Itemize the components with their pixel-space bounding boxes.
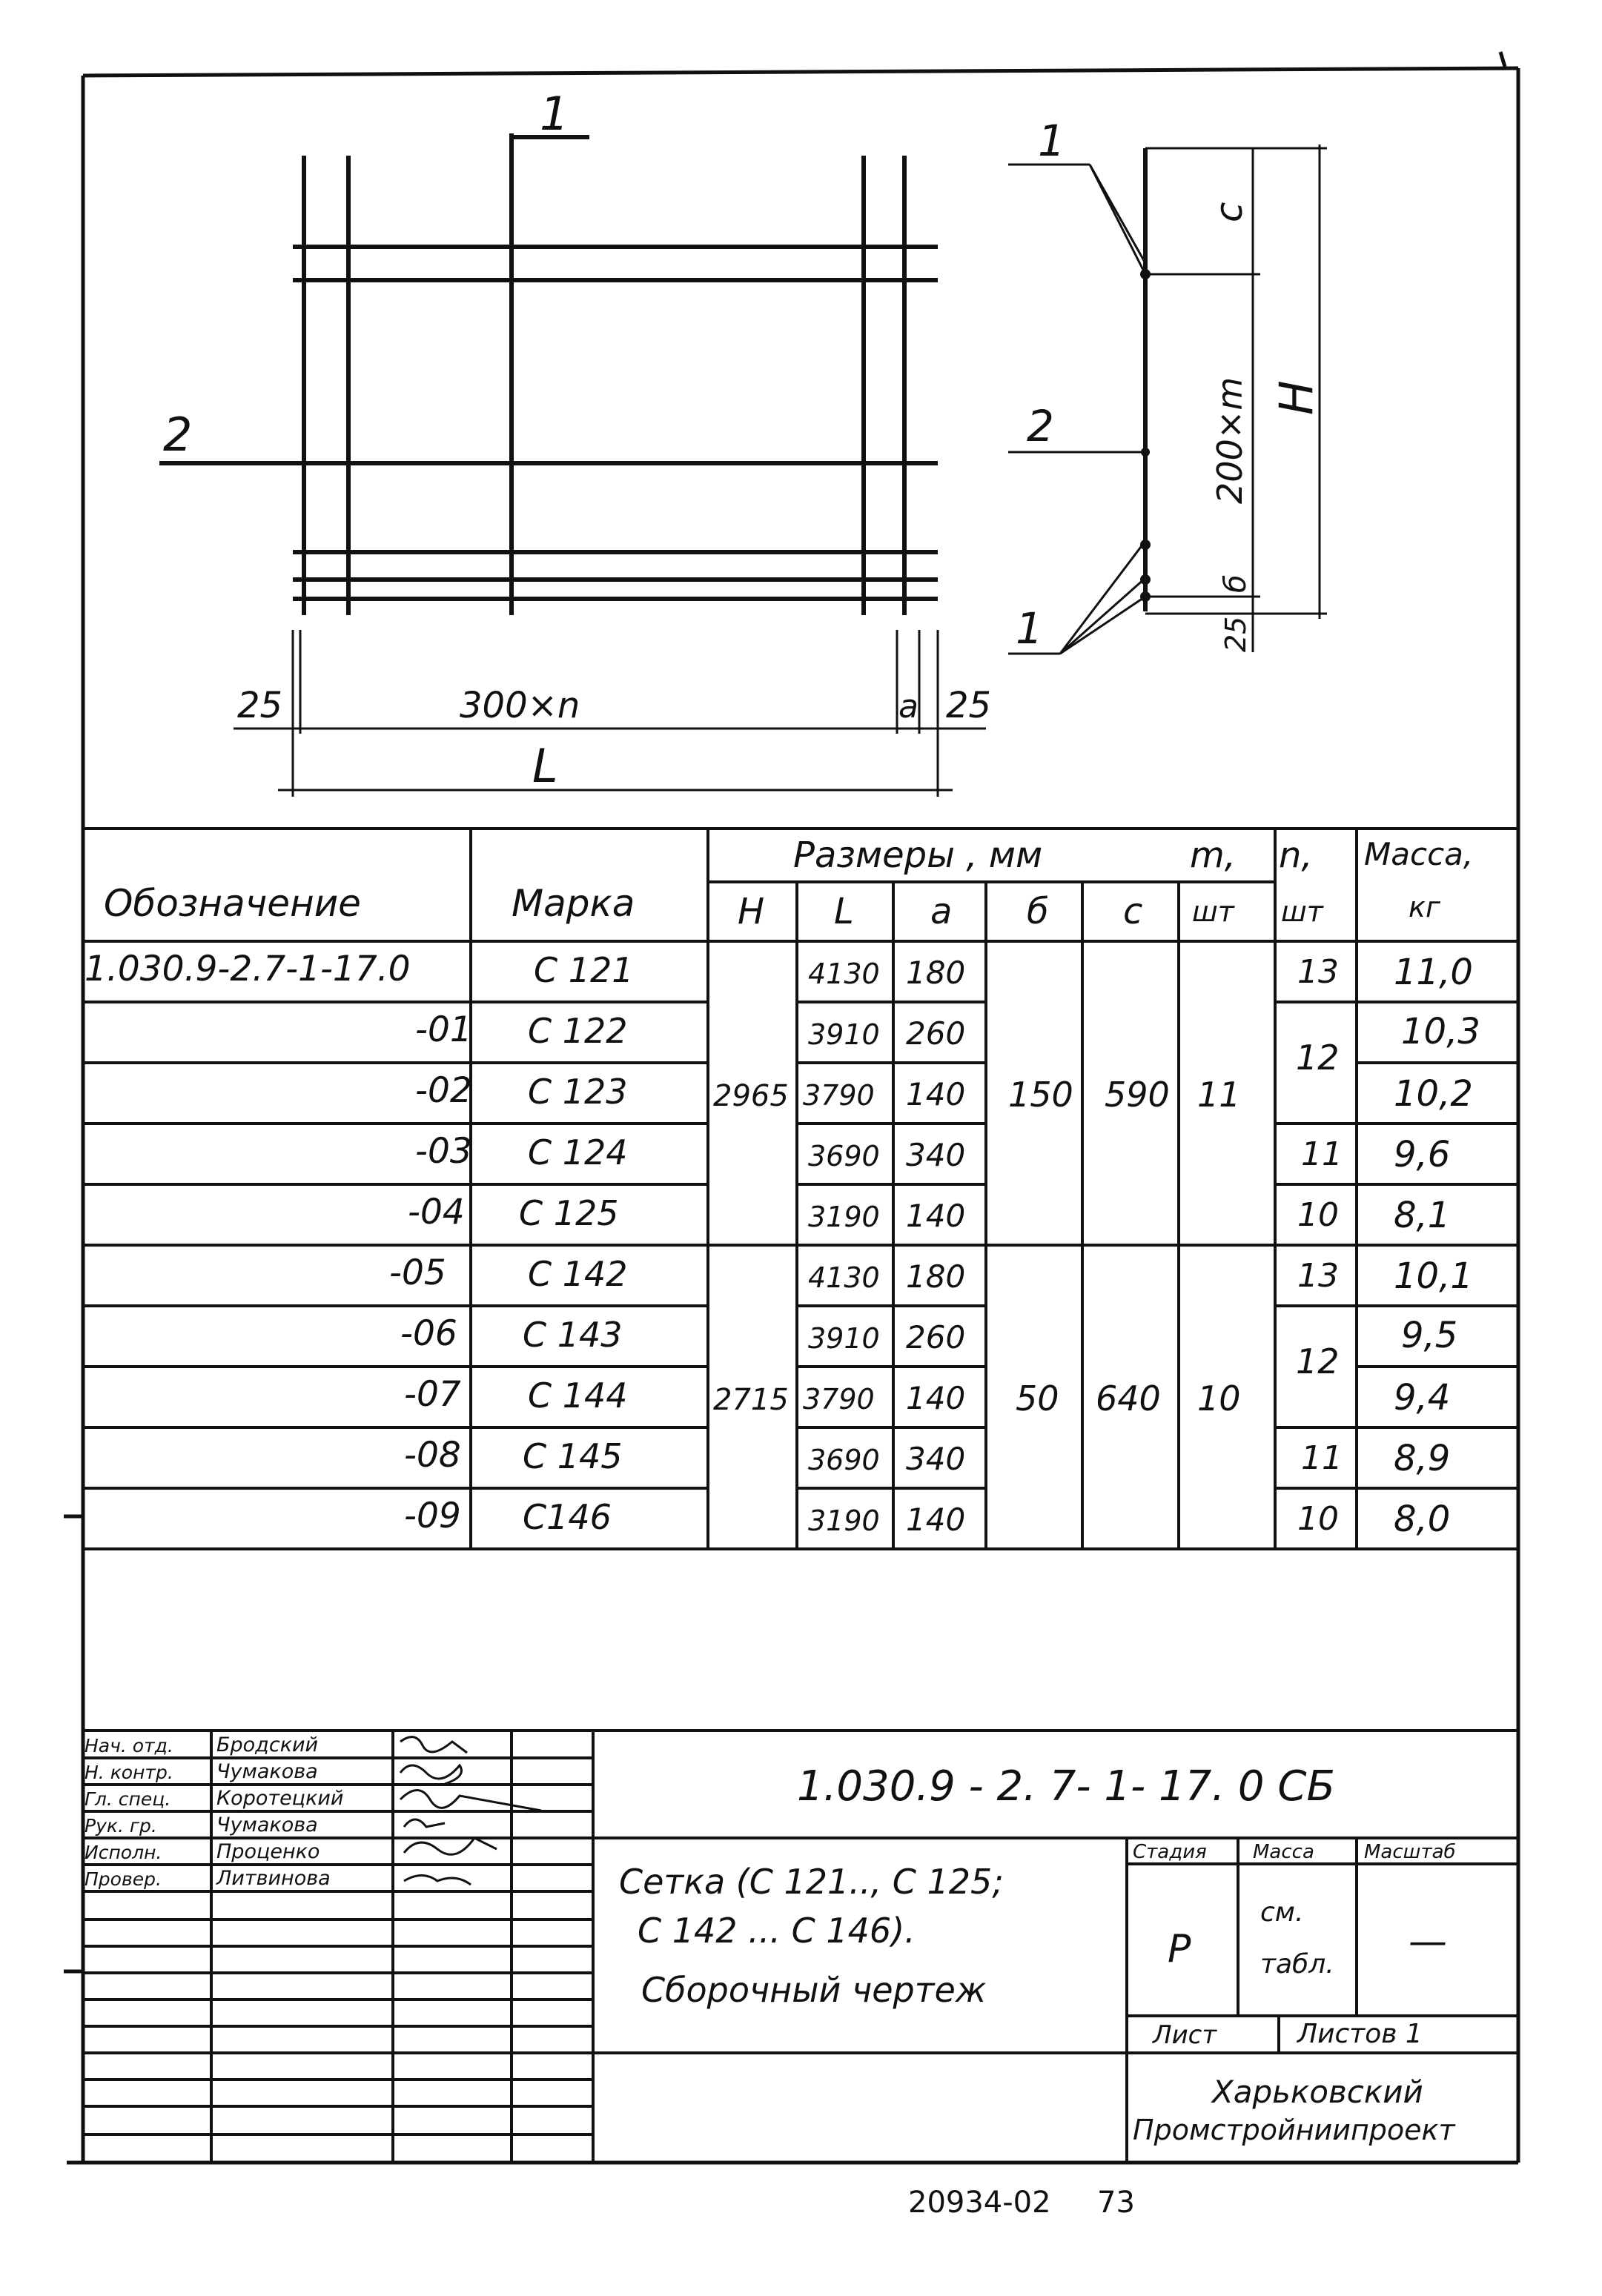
header-sizes-group: Размеры , мм bbox=[793, 835, 1043, 876]
archive-number: 20934-02 bbox=[908, 2186, 1051, 2220]
stage-label: Стадия bbox=[1133, 1841, 1207, 1863]
row-n: 10 bbox=[1297, 1196, 1339, 1234]
row-designation: -06 bbox=[400, 1313, 457, 1354]
dim-right-25: 25 bbox=[946, 685, 992, 726]
row-L: 3790 bbox=[803, 1079, 875, 1112]
row-mark: С 124 bbox=[528, 1132, 628, 1172]
row-L: 3690 bbox=[808, 1140, 880, 1172]
row-a: 260 bbox=[906, 1319, 966, 1356]
staff-role: Нач. отд. bbox=[85, 1735, 173, 1756]
dim-c: c bbox=[1208, 202, 1251, 222]
row-mark: С 125 bbox=[519, 1193, 619, 1233]
mass-value-1: см. bbox=[1260, 1897, 1304, 1928]
row-L: 3790 bbox=[803, 1383, 875, 1416]
header-m: m, bbox=[1190, 835, 1237, 876]
merged-c-group2: 640 bbox=[1096, 1378, 1161, 1419]
row-a: 340 bbox=[906, 1441, 966, 1477]
dim-25-side: 25 bbox=[1219, 616, 1252, 652]
doc-code: 1.030.9 - 2. 7- 1- 17. 0 СБ bbox=[797, 1762, 1335, 1811]
row-L: 3190 bbox=[808, 1504, 880, 1537]
row-n: 10 bbox=[1297, 1500, 1339, 1538]
merged-m-group2: 10 bbox=[1197, 1378, 1241, 1419]
dim-b: б bbox=[1219, 574, 1253, 593]
staff-role: Гл. спец. bbox=[85, 1788, 171, 1810]
org-line1: Харьковский bbox=[1212, 2074, 1423, 2110]
merged-n-group1: 12 bbox=[1296, 1038, 1340, 1078]
row-mark: С 144 bbox=[528, 1376, 628, 1416]
callout-2-side: 2 bbox=[1027, 401, 1054, 451]
dim-300n: 300×n bbox=[460, 685, 580, 726]
scale-value: — bbox=[1409, 1920, 1447, 1964]
row-a: 260 bbox=[906, 1015, 966, 1052]
header-c: c bbox=[1123, 891, 1143, 932]
row-designation: -05 bbox=[389, 1252, 446, 1293]
row-mass: 8,1 bbox=[1394, 1195, 1451, 1236]
signature-5 bbox=[404, 1838, 497, 1854]
row-a: 140 bbox=[906, 1380, 966, 1416]
row-mark: С 121 bbox=[534, 950, 634, 990]
callout-1-side-bottom: 1 bbox=[1016, 603, 1043, 654]
header-mass-unit: кг bbox=[1409, 891, 1440, 923]
row-L: 4130 bbox=[808, 1261, 880, 1294]
org-line2: Промстройниипроект bbox=[1133, 2114, 1455, 2146]
row-designation: -04 bbox=[408, 1192, 465, 1232]
signature-3 bbox=[400, 1791, 541, 1811]
row-mass: 8,0 bbox=[1394, 1499, 1451, 1540]
header-mass: Масса, bbox=[1364, 836, 1474, 872]
row-L: 3190 bbox=[808, 1201, 880, 1233]
row-mark: С 142 bbox=[528, 1254, 628, 1294]
header-n-unit: шт bbox=[1281, 895, 1323, 928]
row-mark: С 145 bbox=[523, 1436, 623, 1476]
scale-label: Масштаб bbox=[1364, 1841, 1456, 1863]
sheets-label: Листов 1 bbox=[1297, 2019, 1423, 2049]
header-L: L bbox=[834, 891, 854, 932]
staff-name: Бродский bbox=[216, 1733, 319, 1756]
staff-role: Н. контр. bbox=[85, 1762, 173, 1783]
merged-H-group2: 2715 bbox=[713, 1383, 789, 1417]
row-mass: 10,1 bbox=[1394, 1255, 1473, 1297]
row-designation: -03 bbox=[415, 1131, 472, 1172]
row-designation: -02 bbox=[415, 1070, 472, 1111]
staff-name: Коротецкий bbox=[216, 1787, 344, 1810]
mesh-front-view bbox=[159, 133, 938, 615]
row-n: 11 bbox=[1301, 1135, 1343, 1173]
merged-H-group1: 2965 bbox=[713, 1079, 789, 1113]
row-a: 180 bbox=[906, 1258, 966, 1295]
row-n: 13 bbox=[1297, 953, 1339, 991]
callout-1-side-top: 1 bbox=[1038, 116, 1065, 166]
row-mark: С146 bbox=[523, 1497, 612, 1537]
row-mass: 9,6 bbox=[1394, 1134, 1451, 1175]
front-dimensions bbox=[234, 630, 986, 797]
header-m-unit: шт bbox=[1192, 895, 1234, 928]
dim-L: L bbox=[532, 739, 558, 793]
row-mass: 9,5 bbox=[1401, 1315, 1458, 1356]
header-a: a bbox=[930, 891, 953, 932]
merged-b-group1: 150 bbox=[1008, 1075, 1073, 1115]
header-mark: Марка bbox=[512, 882, 635, 925]
header-b: б bbox=[1027, 891, 1049, 932]
signature-4 bbox=[404, 1819, 445, 1827]
row-mark: С 122 bbox=[528, 1011, 628, 1051]
row-L: 3910 bbox=[808, 1322, 880, 1355]
row-designation: -08 bbox=[404, 1435, 461, 1476]
row-mass: 9,4 bbox=[1394, 1377, 1451, 1419]
row-a: 140 bbox=[906, 1076, 966, 1112]
signature-1 bbox=[400, 1737, 467, 1753]
staff-name: Литвинова bbox=[216, 1867, 331, 1890]
page-number: 73 bbox=[1097, 2186, 1135, 2220]
row-mark: С 123 bbox=[528, 1072, 628, 1112]
header-n: n, bbox=[1279, 835, 1313, 876]
mass-label: Масса bbox=[1253, 1841, 1314, 1863]
row-a: 140 bbox=[906, 1502, 966, 1538]
row-designation: -07 bbox=[404, 1374, 461, 1415]
signature-2 bbox=[400, 1765, 462, 1784]
merged-c-group1: 590 bbox=[1105, 1075, 1170, 1115]
dim-left-25: 25 bbox=[237, 685, 283, 726]
sheet-label: Лист bbox=[1153, 2020, 1217, 2050]
staff-role: Провер. bbox=[85, 1868, 162, 1890]
row-mass: 10,3 bbox=[1401, 1011, 1480, 1052]
staff-name: Чумакова bbox=[216, 1814, 318, 1837]
merged-b-group2: 50 bbox=[1016, 1378, 1059, 1419]
row-designation: 1.030.9-2.7-1-17.0 bbox=[85, 949, 411, 989]
dim-a: a bbox=[898, 688, 918, 726]
staff-name: Проценко bbox=[216, 1840, 320, 1863]
staff-name: Чумакова bbox=[216, 1760, 318, 1783]
row-n: 13 bbox=[1297, 1257, 1339, 1295]
drawing-title-line1: Сетка (С 121.., С 125; bbox=[619, 1862, 1004, 1902]
dim-200m: 200×m bbox=[1210, 376, 1250, 504]
merged-m-group1: 11 bbox=[1197, 1075, 1241, 1115]
row-mark: С 143 bbox=[523, 1315, 623, 1355]
row-mass: 11,0 bbox=[1394, 952, 1473, 993]
callout-1-front: 1 bbox=[540, 87, 569, 141]
row-designation: -01 bbox=[415, 1009, 472, 1050]
callout-2-front: 2 bbox=[163, 408, 193, 462]
row-mass: 8,9 bbox=[1394, 1438, 1451, 1479]
row-mass: 10,2 bbox=[1394, 1073, 1473, 1115]
signature-6 bbox=[404, 1876, 471, 1885]
mass-value-2: табл. bbox=[1260, 1949, 1334, 1980]
drawing-title-line2: С 142 ... С 146). bbox=[638, 1911, 916, 1951]
stage-value: Р bbox=[1168, 1927, 1191, 1971]
row-a: 340 bbox=[906, 1137, 966, 1173]
row-L: 3690 bbox=[808, 1444, 880, 1476]
merged-n-group2: 12 bbox=[1296, 1341, 1340, 1381]
row-n: 11 bbox=[1301, 1439, 1343, 1477]
header-H: H bbox=[738, 891, 765, 932]
row-L: 4130 bbox=[808, 958, 880, 990]
dim-H: H bbox=[1269, 380, 1323, 415]
row-a: 140 bbox=[906, 1198, 966, 1234]
row-designation: -09 bbox=[404, 1496, 461, 1536]
row-L: 3910 bbox=[808, 1018, 880, 1051]
header-designation: Обозначение bbox=[104, 882, 361, 925]
staff-role: Исполн. bbox=[85, 1842, 162, 1863]
drawing-title-line3: Сборочный чертеж bbox=[641, 1970, 987, 2010]
staff-role: Рук. гр. bbox=[85, 1815, 157, 1837]
row-a: 180 bbox=[906, 955, 966, 991]
